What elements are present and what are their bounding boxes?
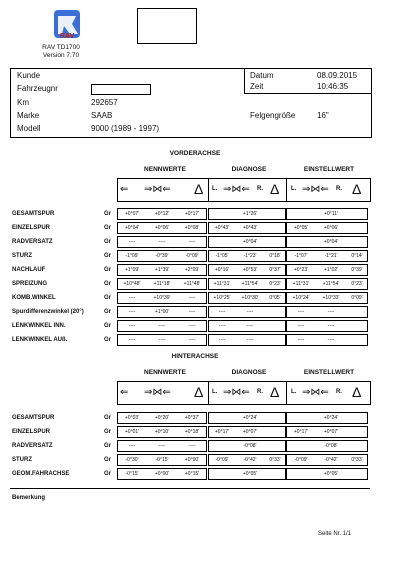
front-value-cell: 0°14' xyxy=(351,253,363,259)
front-value-cell: +0°04' xyxy=(323,239,339,245)
front-row-label: RADVERSATZ xyxy=(12,239,53,245)
front-value-cell xyxy=(346,208,368,220)
front-value-cell: +0°43' xyxy=(242,225,258,231)
front-value-cell: ---- xyxy=(128,295,136,301)
front-row-unit: Gr xyxy=(104,323,112,329)
front-value-cell: +0°16' xyxy=(214,267,230,273)
zeit-label: Zeit xyxy=(250,82,264,91)
front-value-cell: +1°00' xyxy=(154,309,170,315)
front-col-diagnose: DIAGNOSE xyxy=(231,166,267,173)
front-row-unit: Gr xyxy=(104,267,112,273)
front-row-unit: Gr xyxy=(104,309,112,315)
rear-row-label: EINZELSPUR xyxy=(12,429,51,435)
front-value-cell: 0°23' xyxy=(351,281,363,287)
rear-value-cell xyxy=(208,412,236,424)
rear-row-unit: Gr xyxy=(104,443,112,449)
front-value-cell: +1°09' xyxy=(124,267,140,273)
front-value-cell: ---- xyxy=(297,337,305,343)
front-value-cell: +0°06' xyxy=(154,225,170,231)
rear-value-cell: +0°00' xyxy=(154,471,170,477)
front-value-cell: ---- xyxy=(327,323,335,329)
rear-value-cell: +0°37' xyxy=(184,415,200,421)
logo-text: RAV xyxy=(60,33,75,40)
rear-col-diagnose: DIAGNOSE xyxy=(231,369,267,376)
software-version: Version 7.70 xyxy=(42,52,80,59)
datum-value: 08.09.2015 xyxy=(317,71,358,80)
rear-value-cell xyxy=(264,412,286,424)
wheel-alignment-icon: ⇒⋈⇐ xyxy=(144,184,171,195)
front-value-cell xyxy=(264,222,286,234)
front-value-cell: 0°18' xyxy=(269,253,281,259)
rear-value-cell xyxy=(286,412,316,424)
front-row-unit: Gr xyxy=(104,337,112,343)
rear-row-label: GESAMTSPUR xyxy=(12,415,55,421)
front-value-cell: ---- xyxy=(188,323,196,329)
rear-value-cell: -0°15' xyxy=(125,471,139,477)
front-diag-axle-icon: ⇒⋈⇐ xyxy=(223,184,250,195)
rear-value-cell: ---- xyxy=(188,443,196,449)
front-value-cell: +11°54' xyxy=(322,281,340,287)
km-label: Km xyxy=(17,98,29,107)
rear-value-cell: +0°03' xyxy=(124,415,140,421)
front-value-cell: 0°09' xyxy=(351,295,363,301)
rear-value-cell xyxy=(346,468,368,480)
modell-value: 9000 (1989 - 1997) xyxy=(91,124,160,133)
rear-value-cell: ---- xyxy=(158,443,166,449)
rear-row-unit: Gr xyxy=(104,429,112,435)
front-diag-delta-icon: Δ xyxy=(270,181,280,197)
bemerkung-label: Bemerkung xyxy=(12,495,46,501)
rear-value-cell: -0°08' xyxy=(243,443,257,449)
rear-value-cell: -0°42' xyxy=(324,457,338,463)
front-value-cell: +2°09' xyxy=(184,267,200,273)
rear-diag-right-label: R. xyxy=(257,389,263,395)
rear-row-unit: Gr xyxy=(104,457,112,463)
front-axle-title: VORDERACHSE xyxy=(169,150,221,157)
front-value-cell: ---- xyxy=(297,323,305,329)
front-value-cell: ---- xyxy=(128,239,136,245)
front-value-cell: +0°17' xyxy=(184,211,200,217)
front-row-unit: Gr xyxy=(104,225,112,231)
front-value-cell xyxy=(346,236,368,248)
front-value-cell: ---- xyxy=(188,309,196,315)
rear-row-unit: Gr xyxy=(104,471,112,477)
front-value-cell: +0°05' xyxy=(293,225,309,231)
front-value-cell xyxy=(264,334,286,346)
front-row-label: SPREIZUNG xyxy=(12,281,48,287)
device-name: RAV TD1700 xyxy=(42,44,80,51)
rear-value-cell: -0°30' xyxy=(125,457,139,463)
front-value-cell: +11°31' xyxy=(213,281,231,287)
front-value-cell: +0°06' xyxy=(323,225,339,231)
rear-value-cell: +0°15' xyxy=(184,471,200,477)
front-einst-left-label: L. xyxy=(291,186,297,192)
rear-wheel-alignment-icon: ⇒⋈⇐ xyxy=(144,387,171,398)
rear-value-cell: -0°09' xyxy=(215,457,229,463)
kunde-label: Kunde xyxy=(17,71,41,80)
rear-einst-axle-icon: ⇒⋈⇐ xyxy=(302,387,329,398)
front-row-unit: Gr xyxy=(104,281,112,287)
front-value-cell xyxy=(264,306,286,318)
page-number: Seite Nr. 1/1 xyxy=(318,531,352,537)
front-value-cell: ---- xyxy=(297,309,305,315)
front-diag-left-label: L. xyxy=(212,186,218,192)
felgengroesse-label: Felgengröße xyxy=(250,111,296,120)
front-value-cell: ---- xyxy=(128,309,136,315)
rear-value-cell: +0°07' xyxy=(323,429,339,435)
front-value-cell: -1°23' xyxy=(243,253,257,259)
redacted-box xyxy=(137,8,197,44)
front-value-cell xyxy=(346,334,368,346)
rear-value-cell: 0°33' xyxy=(351,457,363,463)
front-row-label: LENKWINKEL AUß. xyxy=(12,337,68,343)
front-col-einstellwert: EINSTELLWERT xyxy=(303,166,355,173)
front-row-unit: Gr xyxy=(104,239,112,245)
rear-diag-delta-icon: Δ xyxy=(270,384,280,400)
fahrzeugnr-label: Fahrzeugnr xyxy=(17,84,58,93)
front-value-cell: 0°23' xyxy=(269,281,281,287)
rear-value-cell: +0°18' xyxy=(184,429,200,435)
front-value-cell: ---- xyxy=(158,337,166,343)
front-value-cell: ---- xyxy=(246,323,254,329)
front-row-unit: Gr xyxy=(104,295,112,301)
front-value-cell xyxy=(208,236,236,248)
info-divider-horizontal xyxy=(244,93,371,94)
felgengroesse-value: 16" xyxy=(317,111,329,120)
rear-nenn-delta-icon: Δ xyxy=(194,384,204,400)
front-value-cell: +10°39' xyxy=(153,295,171,301)
front-value-cell: ---- xyxy=(246,337,254,343)
rear-einst-right-label: R. xyxy=(336,389,342,395)
front-value-cell: ---- xyxy=(128,337,136,343)
rear-value-cell: +0°01' xyxy=(124,429,140,435)
front-value-cell: +11°48' xyxy=(183,281,201,287)
rear-einst-delta-icon: Δ xyxy=(352,384,362,400)
rear-value-cell: +0°07' xyxy=(242,429,258,435)
front-row-label: GESAMTSPUR xyxy=(12,211,55,217)
front-row-label: LENKWINKEL INN. xyxy=(12,323,66,329)
front-value-cell: -1°21' xyxy=(324,253,338,259)
marke-value: SAAB xyxy=(91,111,113,120)
footer-divider xyxy=(10,488,370,489)
rear-value-cell: -0°08' xyxy=(324,443,338,449)
front-value-cell xyxy=(208,208,236,220)
front-value-cell: +1°39' xyxy=(154,267,170,273)
front-value-cell: ---- xyxy=(158,323,166,329)
front-value-cell xyxy=(346,306,368,318)
rear-value-cell: +0°17' xyxy=(214,429,230,435)
rear-col-einstellwert: EINSTELLWERT xyxy=(303,369,355,376)
front-value-cell: +11°18' xyxy=(153,281,171,287)
rear-value-cell: -0°09' xyxy=(294,457,308,463)
front-col-nennwerte: NENNWERTE xyxy=(144,166,186,173)
km-value: 292657 xyxy=(91,98,118,107)
rear-row-unit: Gr xyxy=(104,415,112,421)
front-value-cell: +0°11' xyxy=(324,211,338,217)
front-row-unit: Gr xyxy=(104,253,112,259)
front-value-cell: ---- xyxy=(128,323,136,329)
rear-row-label: RADVERSATZ xyxy=(12,443,53,449)
rear-value-cell xyxy=(286,440,316,452)
rear-value-cell xyxy=(264,468,286,480)
rear-toe-in-arrow-icon: ⇐ xyxy=(120,387,129,398)
toe-in-arrow-icon: ⇐ xyxy=(120,184,129,195)
rear-row-label: STURZ xyxy=(12,457,32,463)
rear-diag-left-label: L. xyxy=(212,389,218,395)
front-value-cell: ---- xyxy=(218,337,226,343)
front-value-cell: +10°33' xyxy=(322,295,340,301)
rear-value-cell: +0°05' xyxy=(323,471,339,477)
front-value-cell: ---- xyxy=(218,309,226,315)
front-value-cell: +0°23' xyxy=(293,267,309,273)
marke-label: Marke xyxy=(17,111,40,120)
rear-value-cell: ---- xyxy=(128,443,136,449)
front-value-cell xyxy=(264,236,286,248)
rear-axle-title: HINTERACHSE xyxy=(171,353,219,360)
info-divider xyxy=(244,69,245,93)
front-value-cell: ---- xyxy=(327,337,335,343)
front-value-cell: +0°04' xyxy=(124,225,140,231)
front-value-cell xyxy=(286,236,316,248)
datum-label: Datum xyxy=(250,71,274,80)
rear-value-cell xyxy=(264,426,286,438)
front-value-cell: +0°08' xyxy=(184,225,200,231)
front-value-cell: -0°39' xyxy=(155,253,169,259)
front-value-cell: 0°39' xyxy=(351,267,363,273)
front-value-cell: +10°48' xyxy=(123,281,141,287)
rear-value-cell xyxy=(346,440,368,452)
rear-value-cell: +0°17' xyxy=(293,429,309,435)
front-value-cell: ---- xyxy=(218,323,226,329)
front-value-cell: -0°09' xyxy=(185,253,199,259)
vehicle-info-box xyxy=(10,68,372,138)
rear-value-cell: +0°05' xyxy=(242,471,258,477)
rear-symbol-header xyxy=(117,381,371,405)
front-value-cell xyxy=(286,208,316,220)
rear-value-cell: +0°10' xyxy=(154,429,170,435)
rear-value-cell: +0°20' xyxy=(154,415,170,421)
rear-value-cell: +0°24' xyxy=(242,415,258,421)
rear-value-cell: -0°15' xyxy=(155,457,169,463)
front-value-cell: +10°25' xyxy=(213,295,231,301)
front-value-cell xyxy=(264,320,286,332)
front-row-label: KOMB.WINKEL xyxy=(12,295,56,301)
rear-value-cell xyxy=(264,440,286,452)
rear-diag-axle-icon: ⇒⋈⇐ xyxy=(223,387,250,398)
rear-value-cell: -0°42' xyxy=(243,457,257,463)
zeit-value: 10:46:35 xyxy=(317,82,349,91)
front-value-cell: +11°54' xyxy=(241,281,259,287)
rear-einst-left-label: L. xyxy=(291,389,297,395)
front-value-cell: ---- xyxy=(158,239,166,245)
modell-label: Modell xyxy=(17,124,41,133)
front-value-cell xyxy=(346,222,368,234)
front-value-cell: -1°07' xyxy=(294,253,308,259)
front-value-cell: +0°07' xyxy=(124,211,140,217)
rear-value-cell xyxy=(286,468,316,480)
front-value-cell xyxy=(346,320,368,332)
front-value-cell: +10°30' xyxy=(241,295,259,301)
rear-value-cell xyxy=(208,468,236,480)
front-value-cell: +0°12' xyxy=(154,211,170,217)
rear-value-cell: +0°24' xyxy=(323,415,339,421)
front-value-cell: ---- xyxy=(246,309,254,315)
front-value-cell: +0°43' xyxy=(214,225,230,231)
rear-value-cell xyxy=(346,412,368,424)
front-value-cell: -1°09' xyxy=(125,253,139,259)
front-einst-axle-icon: ⇒⋈⇐ xyxy=(302,184,329,195)
front-value-cell: +0°53' xyxy=(242,267,258,273)
front-value-cell: ---- xyxy=(188,239,196,245)
front-value-cell: +0°04' xyxy=(242,239,258,245)
front-symbol-header xyxy=(117,178,371,202)
front-value-cell: -1°05' xyxy=(215,253,229,259)
rav-logo xyxy=(52,8,84,42)
front-value-cell xyxy=(264,208,286,220)
front-value-cell: ---- xyxy=(188,295,196,301)
front-value-cell: 0°05' xyxy=(269,295,281,301)
front-diag-right-label: R. xyxy=(257,186,263,192)
rear-col-nennwerte: NENNWERTE xyxy=(144,369,186,376)
front-value-cell: +1°26' xyxy=(242,211,258,217)
front-row-unit: Gr xyxy=(104,211,112,217)
front-row-label: NACHLAUF xyxy=(12,267,46,273)
front-row-label: Spurdifferenzwinkel (20°) xyxy=(12,309,84,315)
rear-row-label: GEOM.FAHRACHSE xyxy=(12,471,70,477)
rear-value-cell xyxy=(208,440,236,452)
front-value-cell: +10°24' xyxy=(292,295,310,301)
front-nenn-delta-icon: Δ xyxy=(194,181,204,197)
rear-value-cell xyxy=(346,426,368,438)
front-row-label: STURZ xyxy=(12,253,32,259)
front-einst-right-label: R. xyxy=(336,186,342,192)
front-row-label: EINZELSPUR xyxy=(12,225,51,231)
rear-value-cell: +0°00' xyxy=(184,457,200,463)
front-value-cell: ---- xyxy=(188,337,196,343)
rear-value-cell: 0°33' xyxy=(269,457,281,463)
redacted-fahrzeugnr xyxy=(91,84,151,95)
front-einst-delta-icon: Δ xyxy=(352,181,362,197)
front-value-cell: 0°37' xyxy=(269,267,281,273)
front-value-cell: +11°31' xyxy=(292,281,310,287)
front-value-cell: ---- xyxy=(327,309,335,315)
front-value-cell: +1°02' xyxy=(323,267,339,273)
